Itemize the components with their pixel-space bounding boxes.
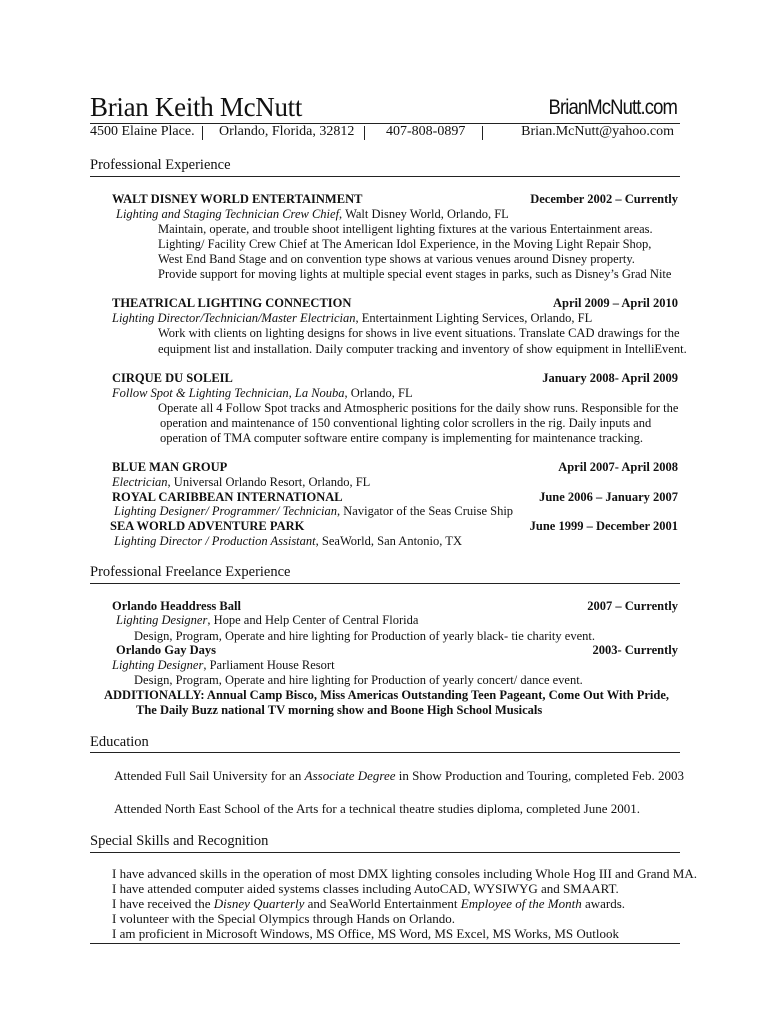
job-desc-line: Work with clients on lighting designs for shows in live event situations. Translate CAD drawings for the [158,326,680,340]
section-heading-professional: Professional Experience [90,157,231,173]
section-heading-freelance: Professional Freelance Experience [90,564,291,580]
job-desc-line: operation and maintenance of 150 conventional lighting color scrollers in the rig. Daily inputs and [160,416,652,430]
skill-item: I have advanced skills in the operation of most DMX lighting consoles including Whole Hog III and Grand MA. [112,866,698,881]
job-role: Lighting and Staging Technician Crew Chief, Walt Disney World, Orlando, FL [116,207,509,221]
candidate-name: Brian Keith McNutt [90,92,303,122]
email[interactable]: Brian.McNutt@yahoo.com [521,124,674,139]
job-org: CIRQUE DU SOLEIL [112,371,233,385]
job-org: THEATRICAL LIGHTING CONNECTION [112,296,352,310]
footer-rule [90,943,680,944]
job-org: WALT DISNEY WORLD ENTERTAINMENT [112,192,363,206]
job-desc-line: Provide support for moving lights at multiple special event stages in parks, such as Disney’s Grad Nite [158,267,672,281]
freelance-desc: Design, Program, Operate and hire lighting for Production of yearly concert/ dance event. [134,673,583,687]
section-rule [90,852,680,853]
section-rule [90,583,680,584]
freelance-org: Orlando Headdress Ball [112,599,241,613]
additionally-line: ADDITIONALLY: Annual Camp Bisco, Miss Americas Outstanding Teen Pageant, Come Out With Pride, [104,688,670,702]
contact-divider [202,126,203,140]
job-desc-line: equipment list and installation. Daily computer tracking and inventory of show equipment in IntelliEvent. [158,342,687,356]
skill-item: I am proficient in Microsoft Windows, MS Office, MS Word, MS Excel, MS Works, MS Outlook [112,926,620,941]
job-date: April 2009 – April 2010 [552,296,678,310]
contact-divider [482,126,483,140]
phone: 407-808-0897 [386,124,466,139]
freelance-role: Lighting Designer, Parliament House Resort [112,658,335,672]
skill-item: I volunteer with the Special Olympics through Hands on Orlando. [112,911,455,926]
job-role: Lighting Designer/ Programmer/ Technician, Navigator of the Seas Cruise Ship [114,504,514,518]
job-date: June 1999 – December 2001 [529,519,678,533]
city: Orlando, Florida, 32812 [219,124,355,139]
job-desc-line: West End Band Stage and on convention type shows at various venues around Disney property. [158,252,635,266]
job-date: April 2007- April 2008 [558,460,678,474]
job-role: Lighting Director / Production Assistant, SeaWorld, San Antonio, TX [114,534,462,548]
section-heading-education: Education [90,734,149,750]
job-org: ROYAL CARIBBEAN INTERNATIONAL [112,490,343,504]
additionally-line: The Daily Buzz national TV morning show and Boone High School Musicals [136,703,543,717]
job-desc-line: Maintain, operate, and trouble shoot intelligent lighting fixtures at the various Entertainment areas. [158,222,653,236]
freelance-desc: Design, Program, Operate and hire lighting for Production of yearly black- tie charity event. [134,629,595,643]
address: 4500 Elaine Place. [90,124,195,139]
freelance-role: Lighting Designer, Hope and Help Center of Central Florida [116,613,419,627]
job-date: June 2006 – January 2007 [539,490,678,504]
job-desc-line: operation of TMA computer software entire company is implementing for maintenance tracking. [160,431,643,445]
section-heading-skills: Special Skills and Recognition [90,833,269,849]
job-date: January 2008- April 2009 [542,371,678,385]
education-entry: Attended Full Sail University for an Associate Degree in Show Production and Touring, completed Feb. 2003 [114,768,684,783]
section-rule [90,176,680,177]
freelance-date: 2003- Currently [592,643,678,657]
skill-item: I have received the Disney Quarterly and SeaWorld Entertainment Employee of the Month awards. [112,896,626,911]
job-desc-line: Lighting/ Facility Crew Chief at The American Idol Experience, in the Moving Light Repair Shop, [158,237,652,251]
job-org: SEA WORLD ADVENTURE PARK [110,519,305,533]
skill-item: I have attended computer aided systems classes including AutoCAD, WYSIWYG and SMAART. [112,881,619,896]
job-role: Follow Spot & Lighting Technician, La Nouba, Orlando, FL [112,386,413,400]
education-entry: Attended North East School of the Arts for a technical theatre studies diploma, completed June 2001. [114,801,641,816]
freelance-org: Orlando Gay Days [116,643,217,657]
job-desc-line: Operate all 4 Follow Spot tracks and Atmospheric positions for the daily show runs. Responsible for the [158,401,679,415]
website-link[interactable]: BrianMcNutt.com [548,96,677,119]
job-date: December 2002 – Currently [530,192,678,206]
contact-divider [364,126,365,140]
job-org: BLUE MAN GROUP [112,460,228,474]
job-role: Electrician, Universal Orlando Resort, Orlando, FL [112,475,371,489]
section-rule [90,752,680,753]
freelance-date: 2007 – Currently [587,599,678,613]
job-role: Lighting Director/Technician/Master Electrician, Entertainment Lighting Services, Orlando, FL [112,311,593,325]
